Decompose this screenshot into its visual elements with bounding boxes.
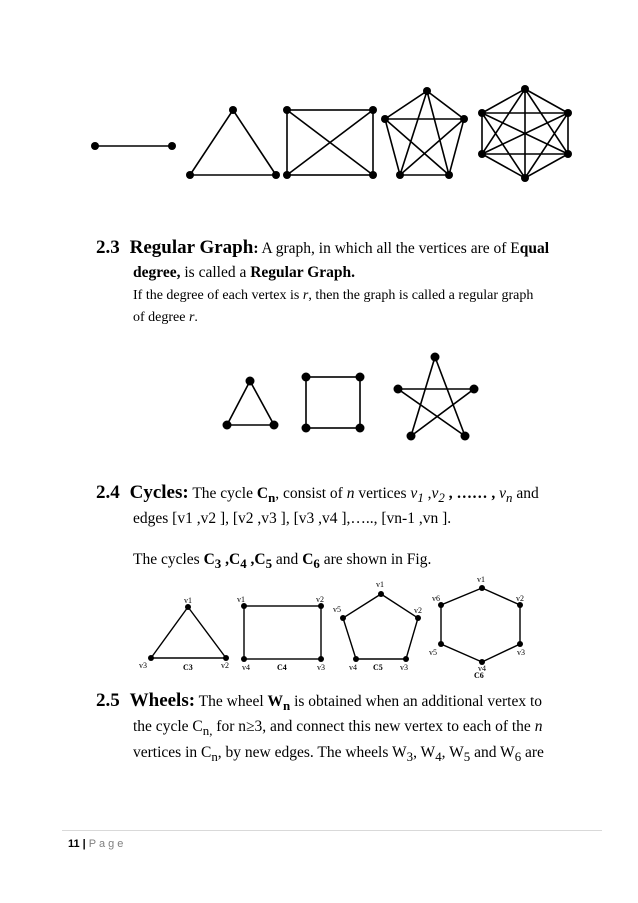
svg-text:v4: v4	[242, 663, 250, 672]
c5-edges	[343, 594, 418, 659]
triangle-graph	[227, 381, 274, 425]
k6-edges	[482, 89, 568, 178]
section-cycles-heading: 2.4 Cycles: The cycle $C_n$, consist of n vertices $v_1$ $,v_2$ , …… , $v_n$ and	[96, 482, 539, 506]
svg-text:v3: v3	[317, 663, 325, 672]
svg-text:C3: C3	[183, 663, 193, 672]
svg-text:v3: v3	[400, 663, 408, 672]
page-word: Page	[88, 838, 127, 850]
svg-text:v4: v4	[478, 664, 486, 673]
svg-text:v3: v3	[139, 661, 147, 670]
page-footer: 11 | Page	[68, 838, 127, 850]
section-title: Wheels:	[129, 690, 196, 711]
regular-line-4: of degree r.	[133, 310, 198, 325]
c4-edges	[244, 606, 321, 659]
footer-divider	[62, 830, 602, 831]
svg-text:v1: v1	[477, 575, 485, 584]
svg-text:v1: v1	[376, 580, 384, 589]
regular-line-2: degree, is called a Regular Graph.	[133, 264, 355, 281]
cycles-edges-line: edges [v1 ,v2 ], [v2 ,v3 ], [v3 ,v4 ],….., [vn-1 ,vn ].	[133, 510, 452, 527]
svg-text:v4: v4	[349, 663, 357, 672]
regular-graphs-figure	[0, 340, 638, 460]
svg-text:C4: C4	[277, 663, 287, 672]
section-regular-heading: 2.3 Regular Graph: A graph, in which all the vertices are of Equal	[96, 237, 550, 258]
svg-text:v2: v2	[316, 595, 324, 604]
complete-graphs-figure	[0, 0, 638, 200]
svg-text:v1: v1	[237, 595, 245, 604]
wheels-line-3: vertices in $C_n$, by new edges. The wheels $W_3$, $W_4$, $W_5$ and $W_6$ are	[133, 744, 544, 765]
svg-text:v2: v2	[414, 606, 422, 615]
svg-text:v2: v2	[221, 661, 229, 670]
svg-text:v5: v5	[429, 648, 437, 657]
svg-text:C5: C5	[373, 663, 383, 672]
regular-line-3: If the degree of each vertex is r, then the graph is called a regular graph	[133, 288, 534, 303]
page-number: 11	[68, 838, 80, 850]
section-title: Cycles:	[129, 482, 189, 503]
svg-text:v1: v1	[184, 596, 192, 605]
wheels-line-2: the cycle $C_{n,}$ for n≥3, and connect this new vertex to each of the n	[133, 718, 543, 739]
svg-text:C6: C6	[474, 671, 484, 680]
svg-text:v3: v3	[517, 648, 525, 657]
k5-edges	[385, 91, 464, 175]
section-title: Regular Graph	[129, 237, 254, 258]
cycles-figure	[0, 570, 638, 680]
svg-text:v6: v6	[432, 594, 440, 603]
square-graph	[306, 377, 360, 428]
svg-text:v5: v5	[333, 605, 341, 614]
c6-edges	[441, 588, 520, 662]
c3-edges	[151, 607, 226, 658]
k3-edges	[190, 110, 276, 175]
svg-text:v2: v2	[516, 594, 524, 603]
section-wheels-heading: 2.5 Wheels: The wheel $W_n$ is obtained when an additional vertex to	[96, 690, 543, 714]
star-graph	[398, 357, 474, 436]
cycles-shown-line: The cycles $C_3$ $,C_4$ $,C_5$ and $C_6$ are shown in Fig.	[133, 551, 432, 572]
